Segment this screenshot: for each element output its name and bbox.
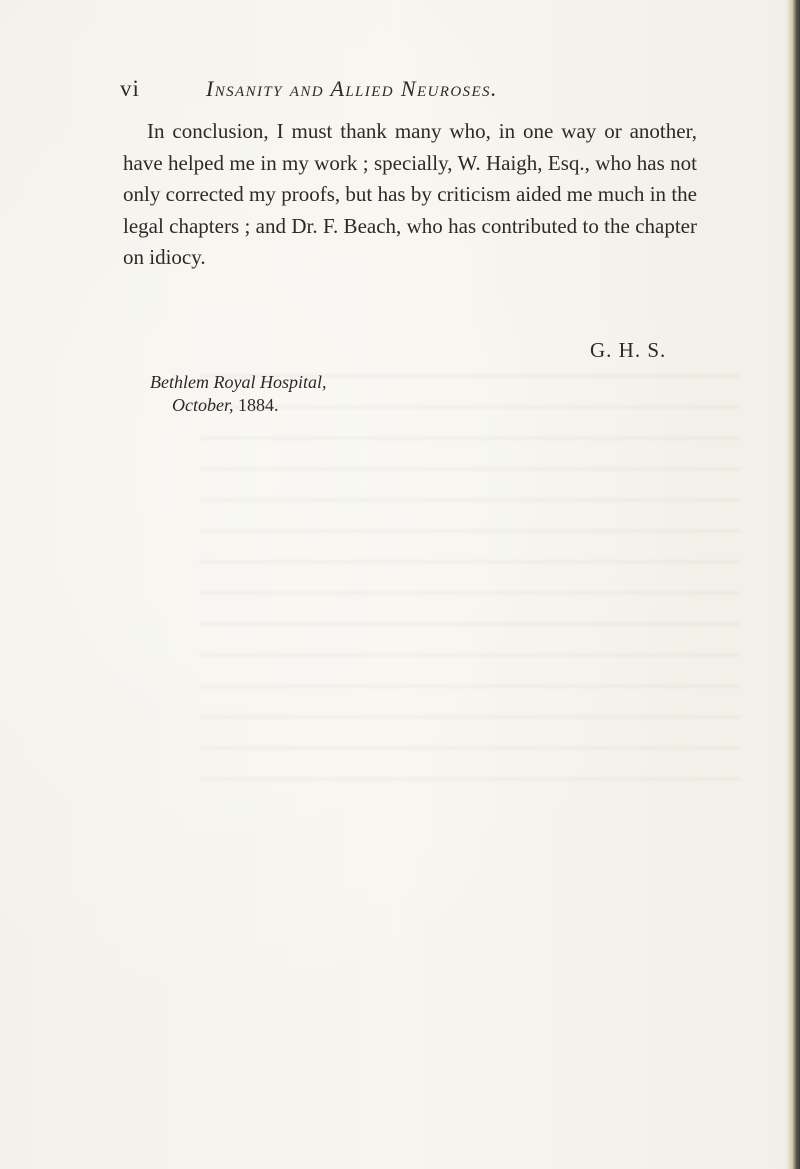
page-header	[120, 76, 680, 106]
page-edge-binding	[786, 0, 800, 1169]
date-month: October,	[172, 395, 234, 415]
running-title: Insanity and Allied Neuroses.	[206, 76, 498, 101]
show-through-texture	[200, 360, 740, 780]
signature-place: Bethlem Royal Hospital,	[150, 372, 327, 392]
preface-body	[123, 116, 697, 274]
author-initials: G. H. S.	[590, 338, 667, 362]
signature-date	[172, 395, 279, 416]
closing-paragraph: In conclusion, I must thank many who, in one way or another, have helped me in my work ; specially, W. Haigh, Esq., who has not only corrected my proofs, but has by criticism aided me much in the legal chapters ; and Dr. F. Beach, who has contributed to the chapter on idiocy.	[123, 119, 697, 270]
page-number: vi	[120, 76, 140, 101]
date-year: 1884.	[238, 395, 279, 415]
